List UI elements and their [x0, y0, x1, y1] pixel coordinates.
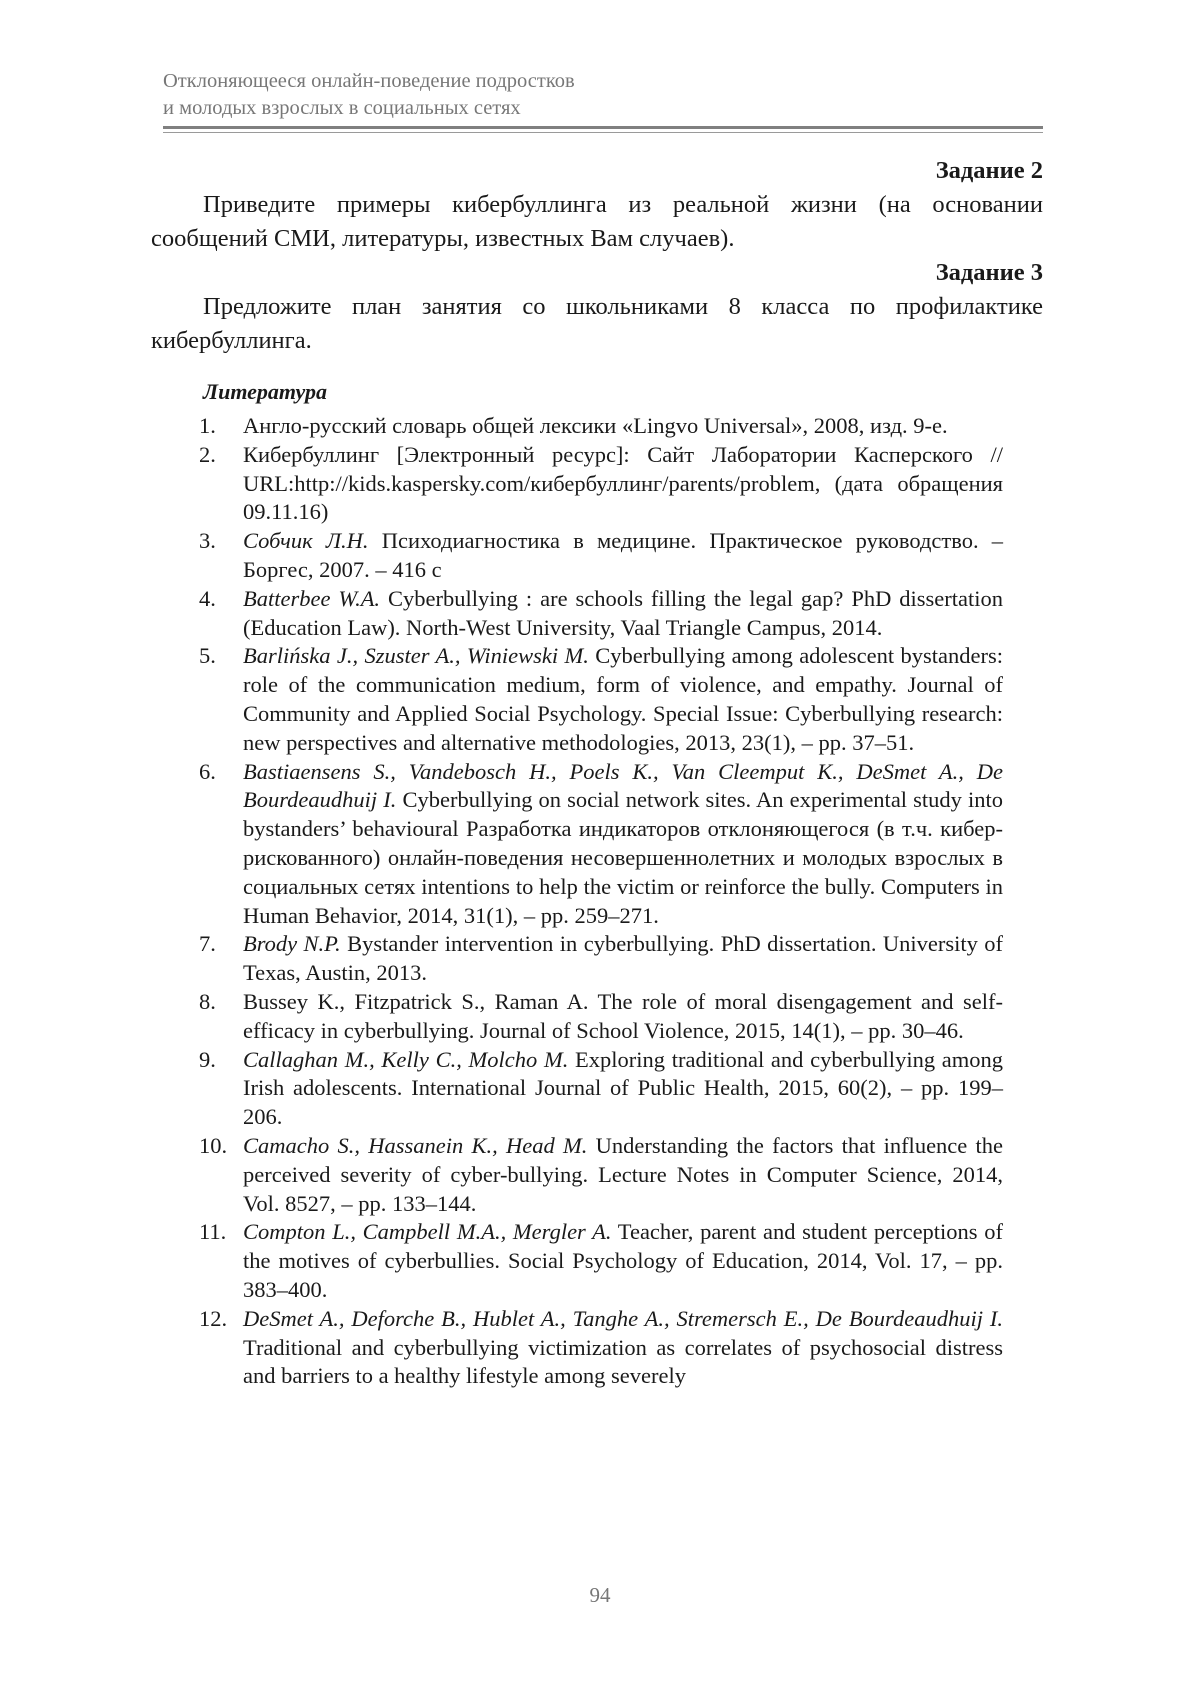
task-2 — [151, 154, 1043, 256]
reference-item — [151, 1132, 1043, 1218]
reference-number: 8. — [199, 988, 216, 1014]
running-header — [163, 68, 1043, 122]
reference-item — [151, 642, 1043, 757]
reference-item — [151, 758, 1043, 931]
header-rule-thick — [163, 126, 1043, 129]
task-text: Приведите примеры кибербуллинга из реальной жизни (на основании сообщений СМИ, литературы, известных Вам случаев). — [151, 191, 1043, 252]
page-content — [151, 154, 1043, 1391]
reference-text: Bystander intervention in cyberbullying. PhD dissertation. University of Texas, Austin, 2013. — [243, 931, 1003, 986]
reference-authors: Batterbee W.A. — [243, 585, 381, 611]
reference-number: 1. — [199, 413, 216, 438]
reference-text: Cyberbullying : are schools filling the legal gap? PhD dissertation (Education Law). North-West University, Vaal Triangle Campus, 2014. — [243, 585, 1003, 640]
reference-number: 3. — [199, 528, 216, 554]
reference-authors: DeSmet A., Deforche B., Hublet A., Tanghe A., Stremersch E., De Bourdeaudhuij I. — [243, 1305, 1003, 1331]
task-heading: Задание 3 — [935, 259, 1043, 286]
reference-authors: Bastiaensens S., Vandebosch H., Poels K., Van Cleemput K., DeSmet A., De Bourdeaudhuij I. — [243, 758, 1003, 813]
running-header-line-2: и молодых взрослых в социальных сетях — [163, 97, 521, 119]
reference-item — [151, 930, 1043, 988]
reference-number: 11. — [199, 1219, 227, 1245]
reference-text: Кибербуллинг [Электронный ресурс]: Сайт Лаборатории Касперского // URL:http://kids.kaspersky.com/кибербуллинг/parents/problem, (дата обращения 09.11.16) — [243, 441, 1003, 525]
reference-authors: Callaghan M., Kelly C., Molcho M. — [243, 1046, 569, 1072]
reference-authors: Camacho S., Hassanein K., Head M. — [243, 1132, 588, 1158]
reference-item — [151, 412, 1043, 441]
reference-number: 2. — [199, 441, 216, 467]
reference-text: Traditional and cyberbullying victimization as correlates of psychosocial distress and barriers to a healthy lifestyle among severely — [243, 1334, 1003, 1389]
reference-text: Teacher, parent and student perceptions of the motives of cyberbullies. Social Psychology of Education, 2014, Vol. 17, – pp. 383–400. — [243, 1219, 1004, 1302]
reference-number: 10. — [199, 1132, 228, 1158]
reference-item — [151, 1046, 1043, 1132]
reference-text: Cyberbullying on social network sites. An experimental study into bystanders’ behavioural Разработка индикаторов отклоняющегося (в т.ч. кибер-рискованного) онлайн-поведения несовершеннолетних и молодых взрослых в социальных сетях intentions to help the victim or reinforce the bully. Computers in Human Behavior, 2014, 31(1), – pp. 259–271. — [243, 787, 1003, 928]
task-heading: Задание 2 — [935, 157, 1043, 184]
reference-authors: Собчик Л.Н. — [243, 528, 369, 554]
reference-text: Cyberbullying among adolescent bystanders: role of the communication medium, form of violence, and empathy. Journal of Community and Applied Social Psychology. Special Issue: Cyberbullying research: new perspectives and alternative methodologies, 2013, 23(1), – pp. 37–51. — [243, 643, 1004, 755]
reference-item — [151, 527, 1043, 585]
reference-item — [151, 1305, 1043, 1391]
reference-authors: Brody N.P. — [243, 931, 341, 957]
reference-number: 5. — [199, 643, 216, 669]
reference-number: 6. — [199, 758, 216, 784]
reference-number: 4. — [199, 585, 216, 611]
reference-authors: Compton L., Campbell M.A., Mergler A. — [243, 1219, 612, 1245]
task-text: Предложите план занятия со школьниками 8 класса по профилактике кибербуллинга. — [151, 293, 1043, 354]
reference-text: Bussey K., Fitzpatrick S., Raman A. The role of moral disengagement and self-efficacy in cyberbullying. Journal of School Violence, 2015, 14(1), – pp. 30–46. — [243, 988, 1003, 1043]
reference-text: Англо-русский словарь общей лексики «Lingvo Universal», 2008, изд. 9-е. — [243, 413, 948, 438]
reference-item — [151, 988, 1043, 1046]
header-rule-thin — [163, 132, 1043, 133]
literature-heading: Литература — [203, 379, 327, 404]
reference-item — [151, 441, 1043, 527]
reference-authors: Barlińska J., Szuster A., Winiewski M. — [243, 643, 589, 669]
task-3 — [151, 256, 1043, 358]
reference-item — [151, 585, 1043, 643]
page-number: 94 — [589, 1583, 611, 1607]
reference-number: 12. — [199, 1305, 228, 1331]
reference-number: 7. — [199, 931, 216, 957]
reference-text: Психодиагностика в медицине. Практическое руководство. – Боргес, 2007. – 416 с — [243, 528, 1004, 582]
reference-list — [151, 412, 1043, 1391]
reference-item — [151, 1218, 1043, 1304]
running-header-line-1: Отклоняющееся онлайн-поведение подростков — [163, 70, 575, 92]
reference-text: Exploring traditional and cyberbullying among Irish adolescents. International Journal of Public Health, 2015, 60(2), – pp. 199–206. — [243, 1046, 1004, 1130]
reference-number: 9. — [199, 1046, 216, 1072]
reference-text: Understanding the factors that influence the perceived severity of cyber-bullying. Lecture Notes in Computer Science, 2014, Vol. 8527, – pp. 133–144. — [243, 1132, 1004, 1216]
